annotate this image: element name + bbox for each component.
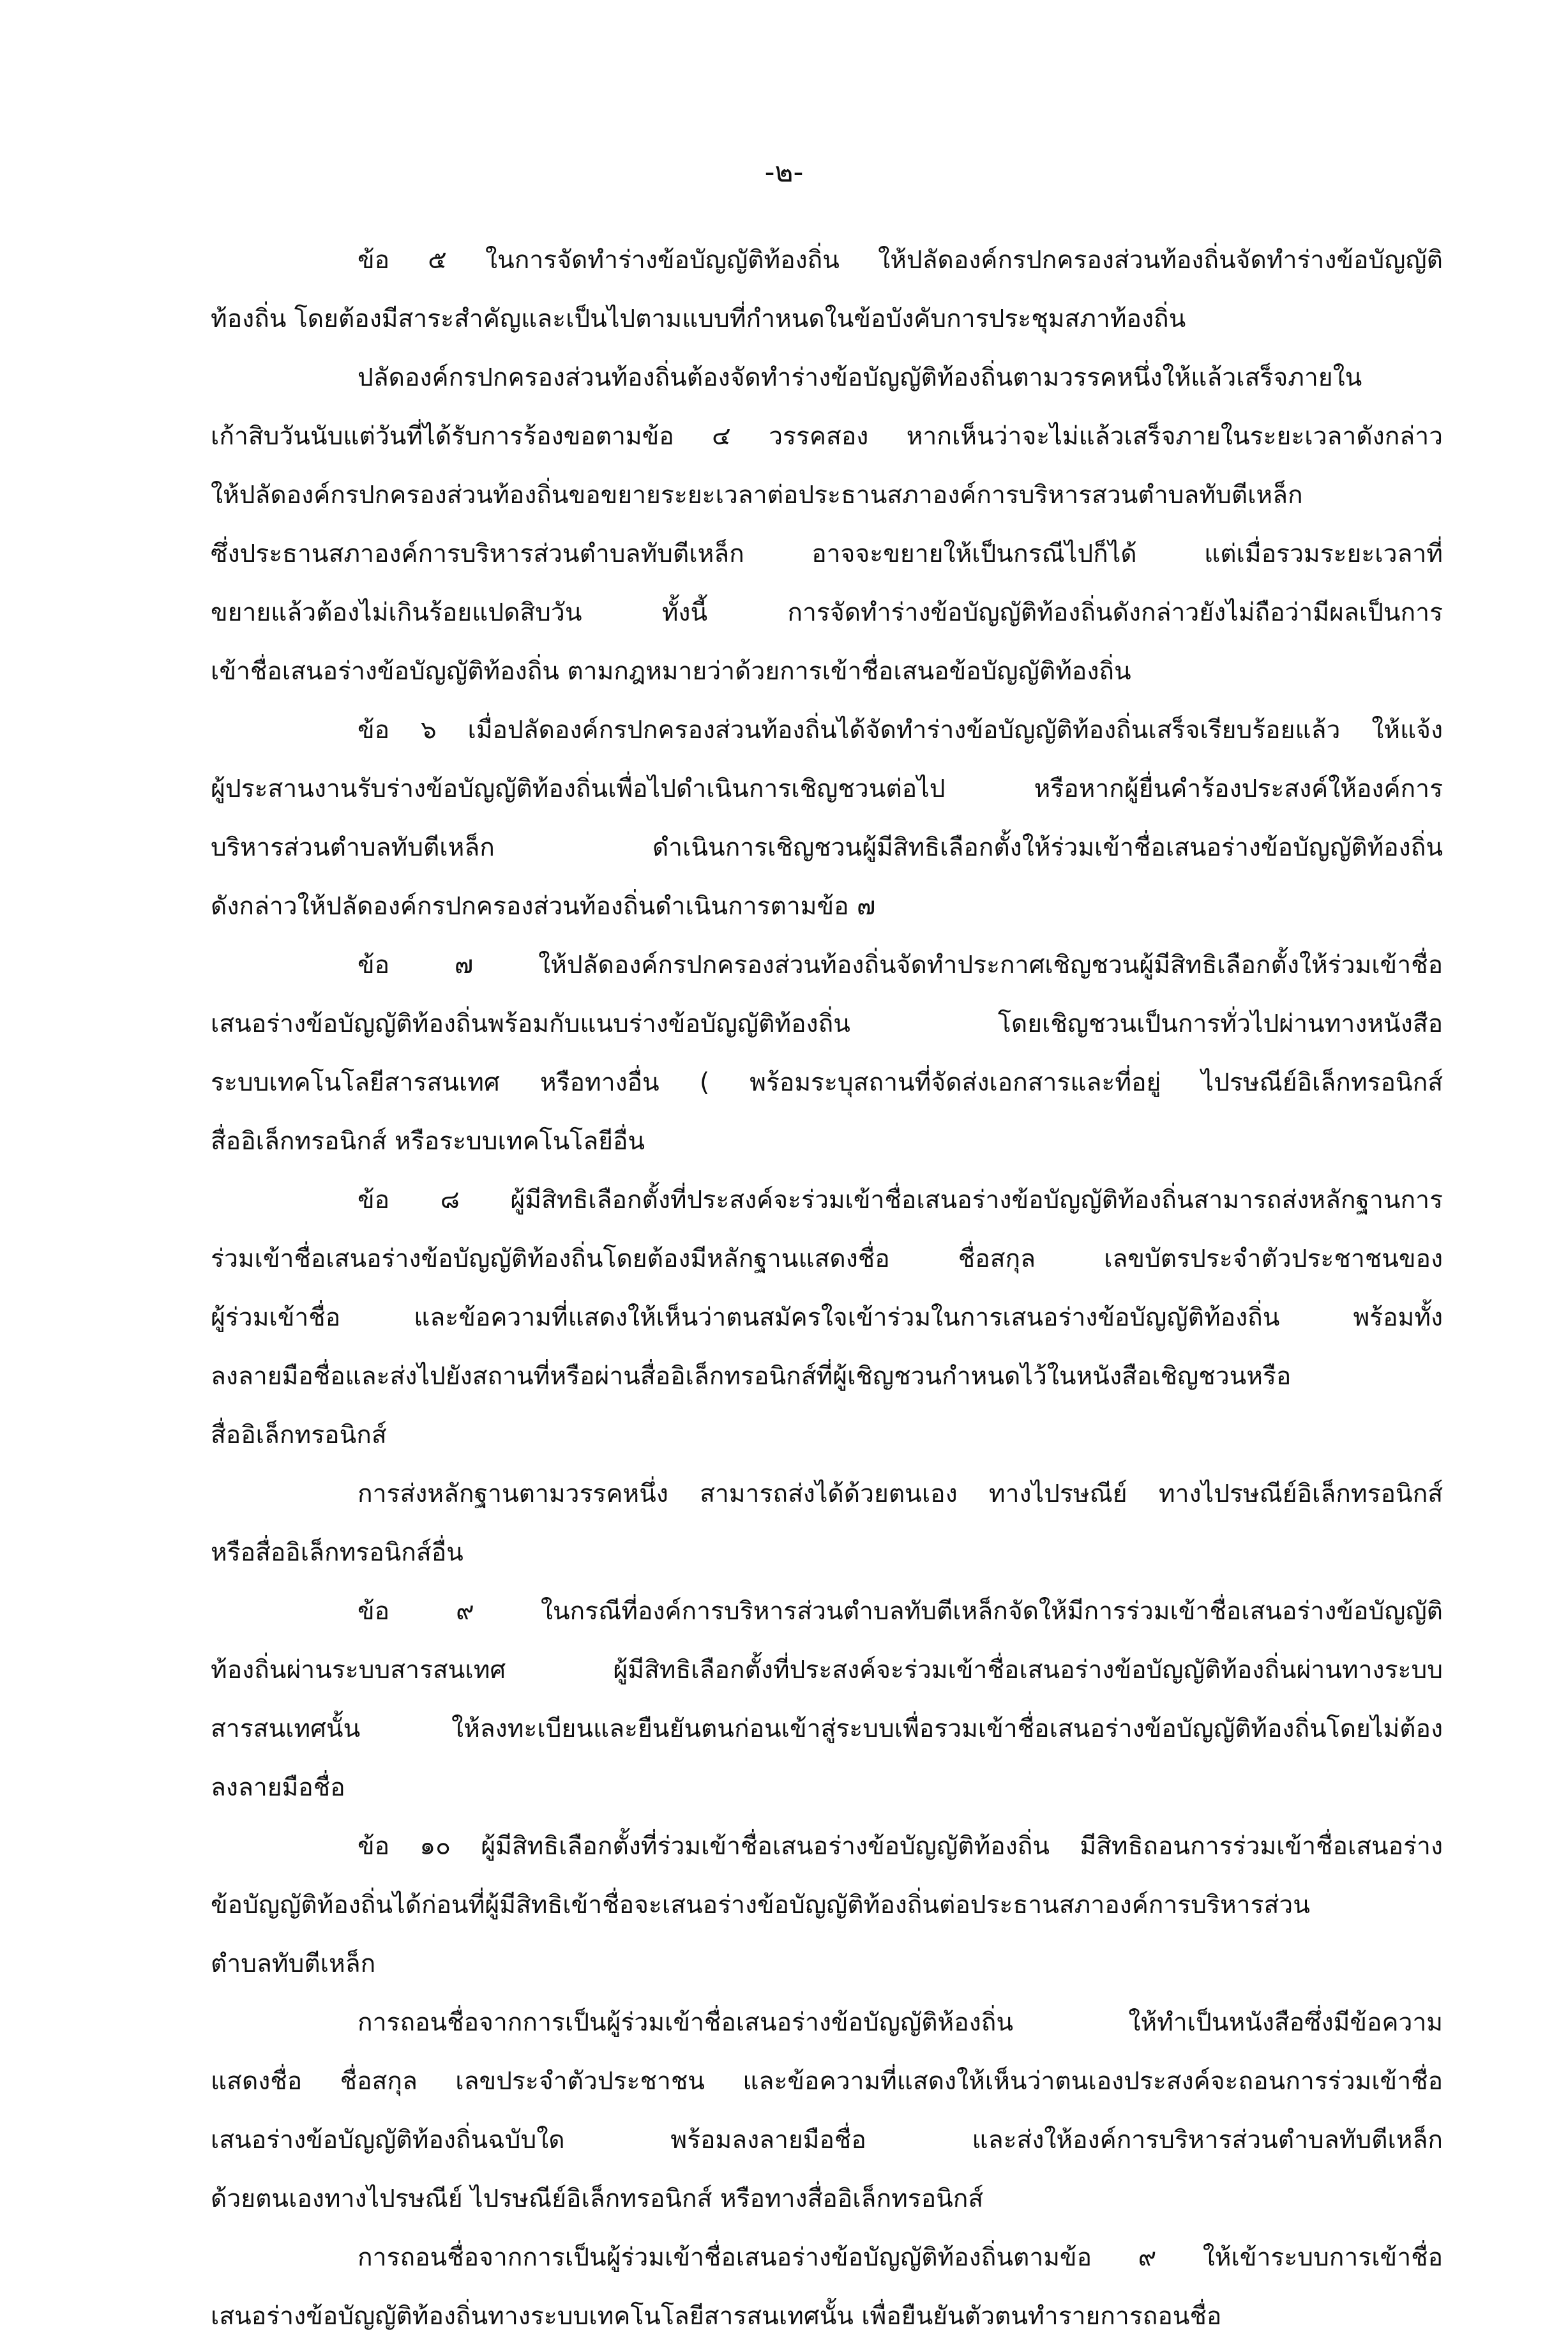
text-line: ผู้ประสานงานรับร่างข้อบัญญัติท้องถิ่นเพื่อไปดำเนินการเชิญชวนต่อไป หรือหากผู้ยื่นคำร้องประสงค์ให้องค์การ <box>211 775 1443 803</box>
text-line: เข้าชื่อเสนอร่างข้อบัญญัติท้องถิ่น ตามกฎหมายว่าด้วยการเข้าชื่อเสนอข้อบัญญัติท้องถิ่น <box>211 657 1131 686</box>
text-line: สารสนเทศนั้น ให้ลงทะเบียนและยืนยันตนก่อนเข้าสู่ระบบเพื่อรวมเข้าชื่อเสนอร่างข้อบัญญัติท้องถิ่นโดยไม่ต้อง <box>211 1714 1443 1743</box>
text-line: ลงลายมือชื่อ <box>211 1773 345 1802</box>
text-line: แสดงชื่อ ชื่อสกุล เลขประจำตัวประชาชน และข้อความที่แสดงให้เห็นว่าตนเองประสงค์จะถอนการร่วมเข้าชื่อ <box>211 2067 1443 2096</box>
text-line: ตำบลทับตีเหล็ก <box>211 1949 376 1978</box>
paragraph-first-line: ปลัดองค์กรปกครองส่วนท้องถิ่นต้องจัดทำร่างข้อบัญญัติท้องถิ่นตามวรรคหนึ่งให้แล้วเสร็จภายใน <box>358 363 1362 392</box>
text-line: สื่ออิเล็กทรอนิกส์ <box>211 1421 387 1449</box>
text-line: ระบบเทคโนโลยีสารสนเทศ หรือทางอื่น ( พร้อมระบุสถานที่จัดส่งเอกสารและที่อยู่ ไปรษณีย์อิเล็กทรอนิกส์ <box>211 1068 1443 1097</box>
page-number: -๒- <box>764 156 804 188</box>
text-line: สื่ออิเล็กทรอนิกส์ หรือระบบเทคโนโลยีอื่น <box>211 1127 645 1156</box>
text-line: ร่วมเข้าชื่อเสนอร่างข้อบัญญัติท้องถิ่นโดยต้องมีหลักฐานแสดงชื่อ ชื่อสกุล เลขบัตรประจำตัวประชาชนของ <box>211 1245 1443 1273</box>
paragraph-first-line: ข้อ ๙ ในกรณีที่องค์การบริหารส่วนตำบลทับตีเหล็กจัดให้มีการร่วมเข้าชื่อเสนอร่างข้อบัญญัติ <box>358 1597 1443 1626</box>
text-line: ด้วยตนเองทางไปรษณีย์ ไปรษณีย์อิเล็กทรอนิกส์ หรือทางสื่ออิเล็กทรอนิกส์ <box>211 2184 984 2213</box>
paragraph-first-line: ข้อ ๗ ให้ปลัดองค์กรปกครองส่วนท้องถิ่นจัดทำประกาศเชิญชวนผู้มีสิทธิเลือกตั้งให้ร่วมเข้าชื่อ <box>358 951 1443 980</box>
text-line: ให้ปลัดองค์กรปกครองส่วนท้องถิ่นขอขยายระยะเวลาต่อประธานสภาองค์การบริหารสวนตำบลทับตีเหล็ก <box>211 481 1303 510</box>
text-line: หรือสื่ออิเล็กทรอนิกส์อื่น <box>211 1538 464 1567</box>
text-line: เสนอร่างข้อบัญญัติท้องถิ่นฉบับใด พร้อมลงลายมือชื่อ และส่งให้องค์การบริหารส่วนตำบลทับตีเหล็ก <box>211 2126 1443 2154</box>
text-line: ดังกล่าวให้ปลัดองค์กรปกครองส่วนท้องถิ่นดำเนินการตามข้อ ๗ <box>211 892 876 921</box>
document-body <box>211 231 1443 2346</box>
text-line: เก้าสิบวันนับแต่วันที่ได้รับการร้องขอตามข้อ ๔ วรรคสอง หากเห็นว่าจะไม่แล้วเสร็จภายในระยะเวลาดังกล่าว <box>211 422 1443 451</box>
paragraph-first-line: ข้อ ๘ ผู้มีสิทธิเลือกตั้งที่ประสงค์จะร่วมเข้าชื่อเสนอร่างข้อบัญญัติท้องถิ่นสามารถส่งหลักฐานการ <box>358 1186 1443 1215</box>
paragraph-first-line: การส่งหลักฐานตามวรรคหนึ่ง สามารถส่งได้ด้วยตนเอง ทางไปรษณีย์ ทางไปรษณีย์อิเล็กทรอนิกส์ <box>358 1479 1443 1508</box>
paragraph-first-line: ข้อ ๖ เมื่อปลัดองค์กรปกครองส่วนท้องถิ่นได้จัดทำร่างข้อบัญญัติท้องถิ่นเสร็จเรียบร้อยแล้ว ให้แจ้ง <box>358 716 1443 745</box>
text-line: ขยายแล้วต้องไม่เกินร้อยแปดสิบวัน ทั้งนี้ การจัดทำร่างข้อบัญญัติท้องถิ่นดังกล่าวยังไม่ถือว่ามีผลเป็นการ <box>211 598 1443 627</box>
text-line: เสนอร่างข้อบัญญัติท้องถิ่นพร้อมกับแนบร่างข้อบัญญัติท้องถิ่น โดยเชิญชวนเป็นการทั่วไปผ่านทางหนังสือ <box>211 1010 1443 1038</box>
text-line: บริหารส่วนตำบลทับตีเหล็ก ดำเนินการเชิญชวนผู้มีสิทธิเลือกตั้งให้ร่วมเข้าชื่อเสนอร่างข้อบัญญัติท้องถิ่น <box>211 833 1443 862</box>
text-line: ลงลายมือชื่อและส่งไปยังสถานที่หรือผ่านสื่ออิเล็กทรอนิกส์ที่ผู้เชิญชวนกำหนดไว้ในหนังสือเชิญชวนหรือ <box>211 1362 1292 1391</box>
paragraph-first-line: การถอนชื่อจากการเป็นผู้ร่วมเข้าชื่อเสนอร่างข้อบัญญัติท้องถิ่นตามข้อ ๙ ให้เข้าระบบการเข้าชื่อ <box>358 2243 1443 2272</box>
text-line: ท้องถิ่น โดยต้องมีสาระสำคัญและเป็นไปตามแบบที่กำหนดในข้อบังคับการประชุมสภาท้องถิ่น <box>211 305 1186 333</box>
text-line: ท้องถิ่นผ่านระบบสารสนเทศ ผู้มีสิทธิเลือกตั้งที่ประสงค์จะร่วมเข้าชื่อเสนอร่างข้อบัญญัติท้องถิ่นผ่านทางระบบ <box>211 1656 1443 1684</box>
text-line: ผู้ร่วมเข้าชื่อ และข้อความที่แสดงให้เห็นว่าตนสมัครใจเข้าร่วมในการเสนอร่างข้อบัญญัติท้องถิ่น พร้อมทั้ง <box>211 1303 1443 1332</box>
paragraph-first-line: การถอนชื่อจากการเป็นผู้ร่วมเข้าชื่อเสนอร่างข้อบัญญัติห้องถิ่น ให้ทำเป็นหนังสือซึ่งมีข้อความ <box>358 2008 1443 2037</box>
paragraph-first-line: ข้อ ๑๐ ผู้มีสิทธิเลือกตั้งที่ร่วมเข้าชื่อเสนอร่างข้อบัญญัติท้องถิ่น มีสิทธิถอนการร่วมเข้าชื่อเสนอร่าง <box>358 1832 1443 1861</box>
text-line: ซึ่งประธานสภาองค์การบริหารส่วนตำบลทับตีเหล็ก อาจจะขยายให้เป็นกรณีไปก็ได้ แต่เมื่อรวมระยะเวลาที่ <box>211 540 1443 568</box>
text-line: ข้อบัญญัติท้องถิ่นได้ก่อนที่ผู้มีสิทธิเข้าชื่อจะเสนอร่างข้อบัญญัติท้องถิ่นต่อประธานสภาองค์การบริหารส่วน <box>211 1891 1310 1919</box>
text-line: เสนอร่างข้อบัญญัติท้องถิ่นทางระบบเทคโนโลยีสารสนเทศนั้น เพื่อยืนยันตัวตนทำรายการถอนชื่อ <box>211 2302 1222 2331</box>
paragraph-first-line: ข้อ ๕ ในการจัดทำร่างข้อบัญญัติท้องถิ่น ให้ปลัดองค์กรปกครองส่วนท้องถิ่นจัดทำร่างข้อบัญญัติ <box>358 246 1443 275</box>
